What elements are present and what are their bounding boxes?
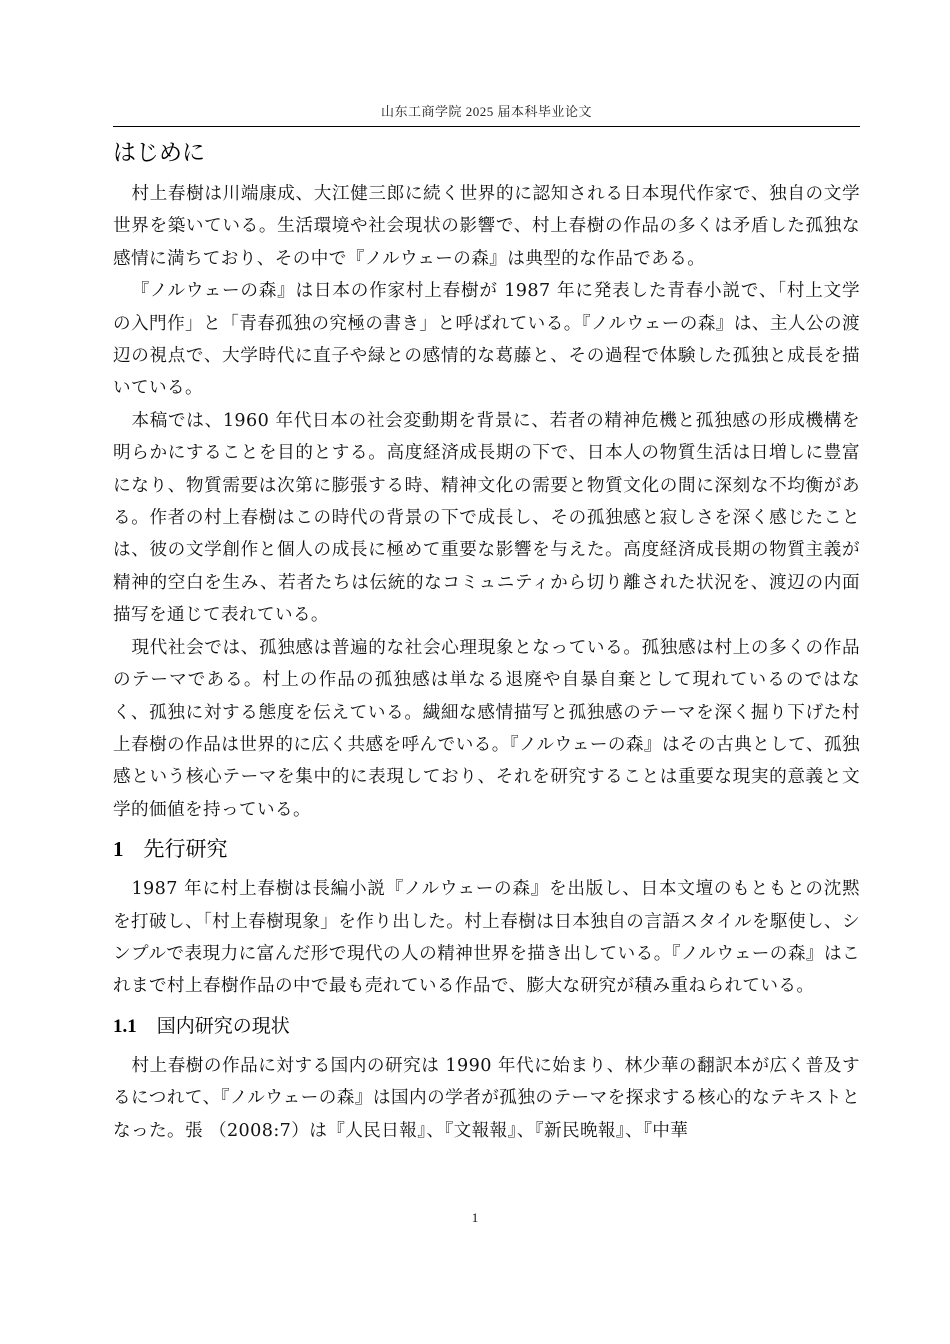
page-number: 1 bbox=[471, 1210, 479, 1225]
running-header: 山东工商学院 2025 届本科毕业论文 bbox=[380, 104, 592, 119]
intro-paragraph-2: 『ノルウェーの森』は日本の作家村上春樹が 1987 年に発表した青春小説で、「村上文学の入門作」と「青春孤独の究極の書き」と呼ばれている。『ノルウェーの森』は、主人公の渡辺の視点で、大学時代に直子や緑との感情的な葛藤と、その過程で体験した孤独と成長を描いている。 bbox=[113, 281, 860, 399]
section-1-1-title: 国内研究の現状 bbox=[156, 1014, 290, 1037]
page-body bbox=[113, 132, 860, 1147]
section-1-1-heading bbox=[113, 1006, 860, 1046]
section-1-heading bbox=[113, 829, 860, 869]
section-1-number: 1 bbox=[113, 837, 124, 862]
intro-paragraph-4: 現代社会では、孤独感は普遍的な社会心理現象となっている。孤独感は村上の多くの作品のテーマである。村上の作品の孤独感は単なる退廃や自暴自棄として現れているのではなく、孤独に対する態度を伝えている。繊細な感情描写と孤独感のテーマを深く掘り下げた村上春樹の作品は世界的に広く共感を呼んでいる。『ノルウェーの森』はその古典として、孤独感という核心テーマを集中的に表現しており、それを研究することは重要な現実的意義と文学的価値を持っている。 bbox=[113, 637, 860, 820]
section-1-paragraph-1: 1987 年に村上春樹は長編小説『ノルウェーの森』を出版し、日本文壇のもともとの沈黙を打破し、「村上春樹現象」を作り出した。村上春樹は日本独自の言語スタイルを駆使し、シンプルで表現力に富んだ形で現代の人の精神世界を描き出している。『ノルウェーの森』はこれまで村上春樹作品の中で最も売れている作品で、膨大な研究が積み重ねられている。 bbox=[113, 879, 860, 997]
section-1-1-number: 1.1 bbox=[113, 1015, 137, 1037]
intro-heading: はじめに bbox=[113, 140, 205, 166]
intro-paragraph-1: 村上春樹は川端康成、大江健三郎に続く世界的に認知される日本現代作家で、独自の文学世界を築いている。生活環境や社会現状の影響で、村上春樹の作品の多くは矛盾した孤独な感情に満ちており、その中で『ノルウェーの森』は典型的な作品である。 bbox=[113, 184, 860, 269]
intro-paragraph-3: 本稿では、1960 年代日本の社会変動期を背景に、若者の精神危機と孤独感の形成機構を明らかにすることを目的とする。高度経済成長期の下で、日本人の物質生活は日増しに豊富になり、物質需要は次第に膨張する時、精神文化の需要と物質文化の間に深刻な不均衡がある。作者の村上春樹はこの時代の背景の下で成長し、その孤独感と寂しさを深く感じたことは、彼の文学創作と個人の成長に極めて重要な影響を与えた。高度経済成長期の物質主義が精神的空白を生み、若者たちは伝統的なコミュニティから切り離された状況を、渡辺の内面描写を通じて表れている。 bbox=[113, 410, 860, 626]
section-1-1-paragraph-1: 村上春樹の作品に対する国内の研究は 1990 年代に始まり、林少華の翻訳本が広く普及するにつれて、『ノルウェーの森』は国内の学者が孤独のテーマを探求する核心的なテキストとなった。張 （2008:7）は『人民日報』、『文報報』、『新民晩報』、『中華 bbox=[113, 1055, 860, 1141]
section-1-title: 先行研究 bbox=[143, 837, 228, 862]
header-rule bbox=[113, 126, 860, 127]
